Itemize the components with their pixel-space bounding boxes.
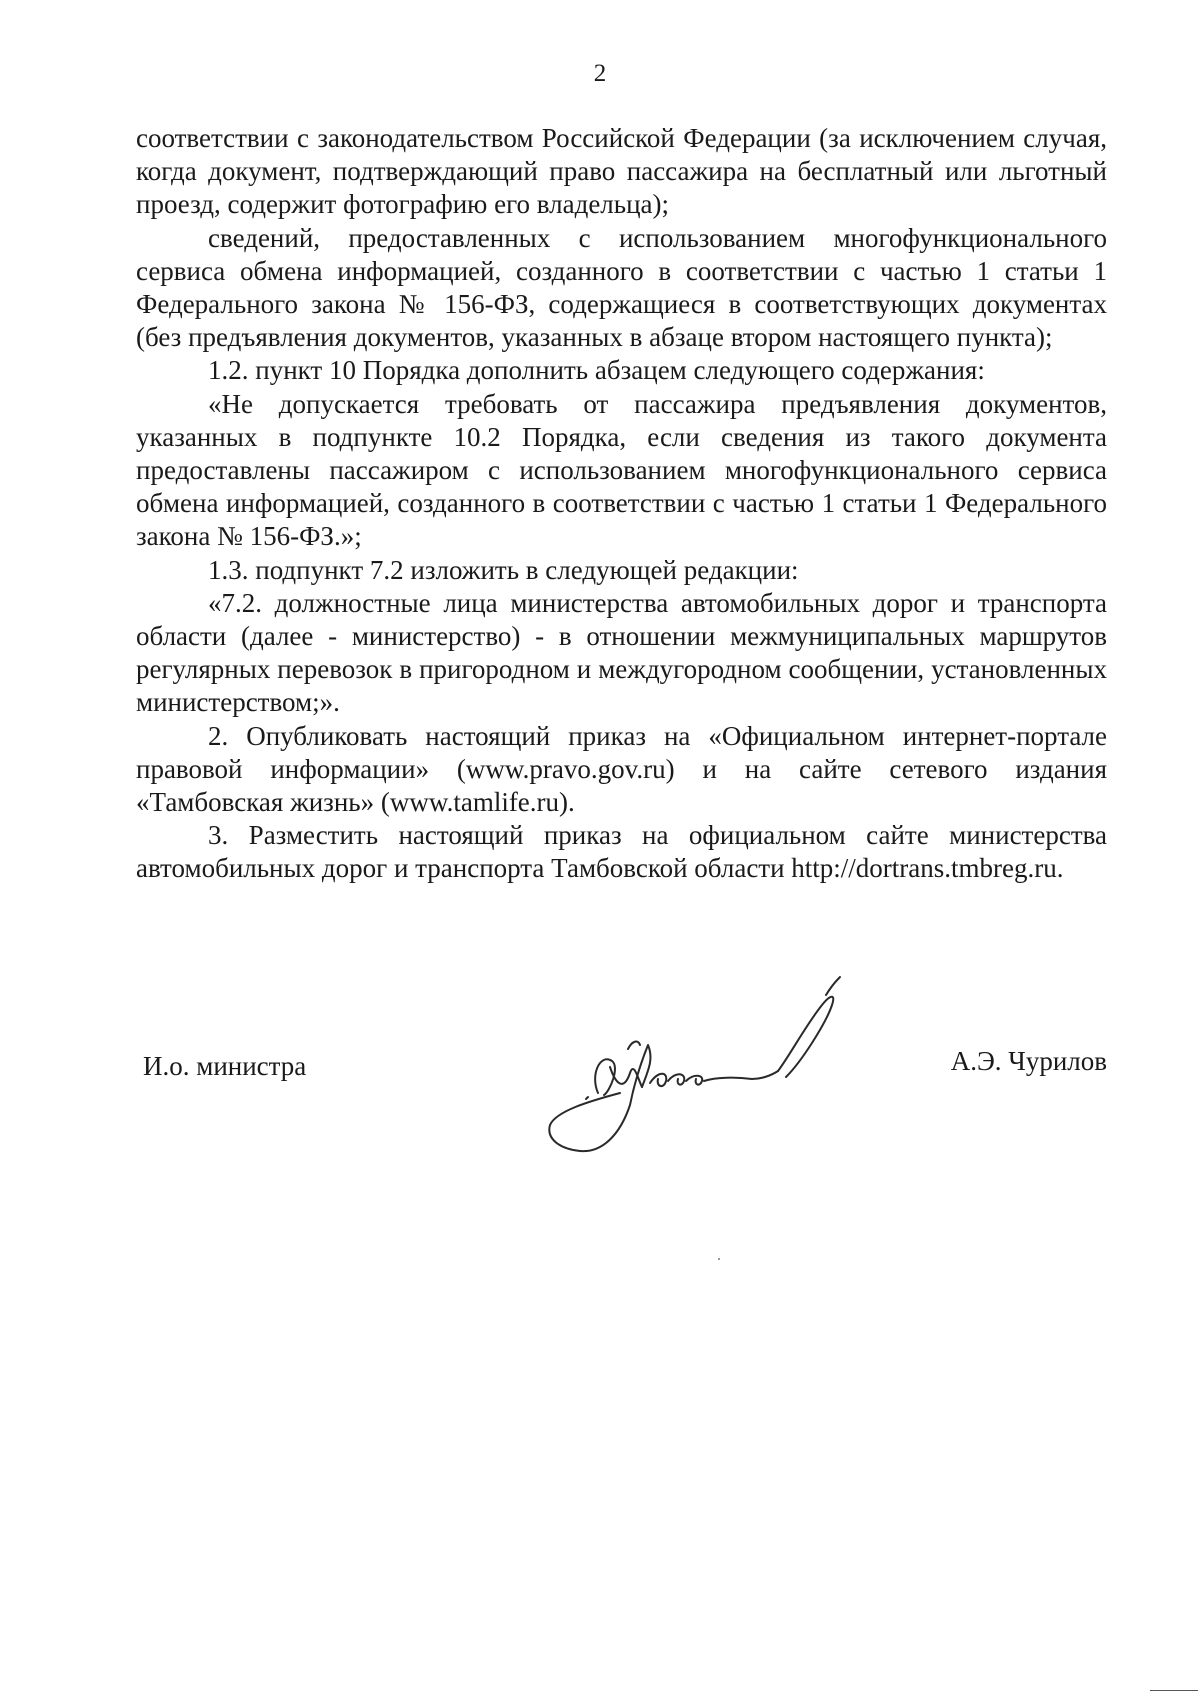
paragraph-5: 1.3. подпункт 7.2 изложить в следующей редакции:: [208, 554, 799, 585]
paragraph-3: 1.2. пункт 10 Порядка дополнить абзацем следующего содержания:: [208, 355, 985, 386]
scan-artifact: [718, 1258, 720, 1260]
signatory-title: И.о. министра: [143, 1051, 307, 1081]
paragraph-2: сведений, предоставленных с использованием многофункционального сервиса обмена информацией, созданного в соответствии с частью 1 статьи 1 Федерального закона № 156-ФЗ, содержащиеся в соответствующих документах (без предъявления документов, указанных в абзаце втором настоящего пункта);: [136, 222, 1107, 353]
document-body: [136, 122, 1107, 886]
paragraph-7: 2. Опубликовать настоящий приказ на «Официальном интернет-портале правовой информации» (www.pravo.gov.ru) и на сайте сетевого издания «Тамбовская жизнь» (www.tamlife.ru).: [136, 720, 1107, 818]
paragraph-1: соответствии с законодательством Российской Федерации (за исключением случая, когда документ, подтверждающий право пассажира на бесплатный или льготный проезд, содержит фотографию его владельца);: [136, 123, 1107, 220]
paragraph-8: 3. Разместить настоящий приказ на официальном сайте министерства автомобильных дорог и транспорта Тамбовской области http://dortrans.tmbreg.ru.: [136, 820, 1107, 884]
paragraph-4: «Не допускается требовать от пассажира предъявления документов, указанных в подпункте 10.2 Порядка, если сведения из такого документа предоставлены пассажиром с использованием многофункционального сервиса обмена информацией, созданного в соответствии с частью 1 статьи 1 Федерального закона № 156-ФЗ.»;: [136, 388, 1107, 552]
handwritten-signature: [540, 975, 920, 1155]
paragraph-6: «7.2. должностные лица министерства автомобильных дорог и транспорта области (далее - министерство) - в отношении межмуниципальных маршрутов регулярных перевозок в пригородном и междугородном сообщении, установленных министерством;».: [136, 587, 1107, 718]
page-number: 2: [593, 60, 607, 87]
scan-edge-mark: [1150, 1690, 1198, 1691]
signatory-name: А.Э. Чурилов: [950, 1046, 1107, 1076]
